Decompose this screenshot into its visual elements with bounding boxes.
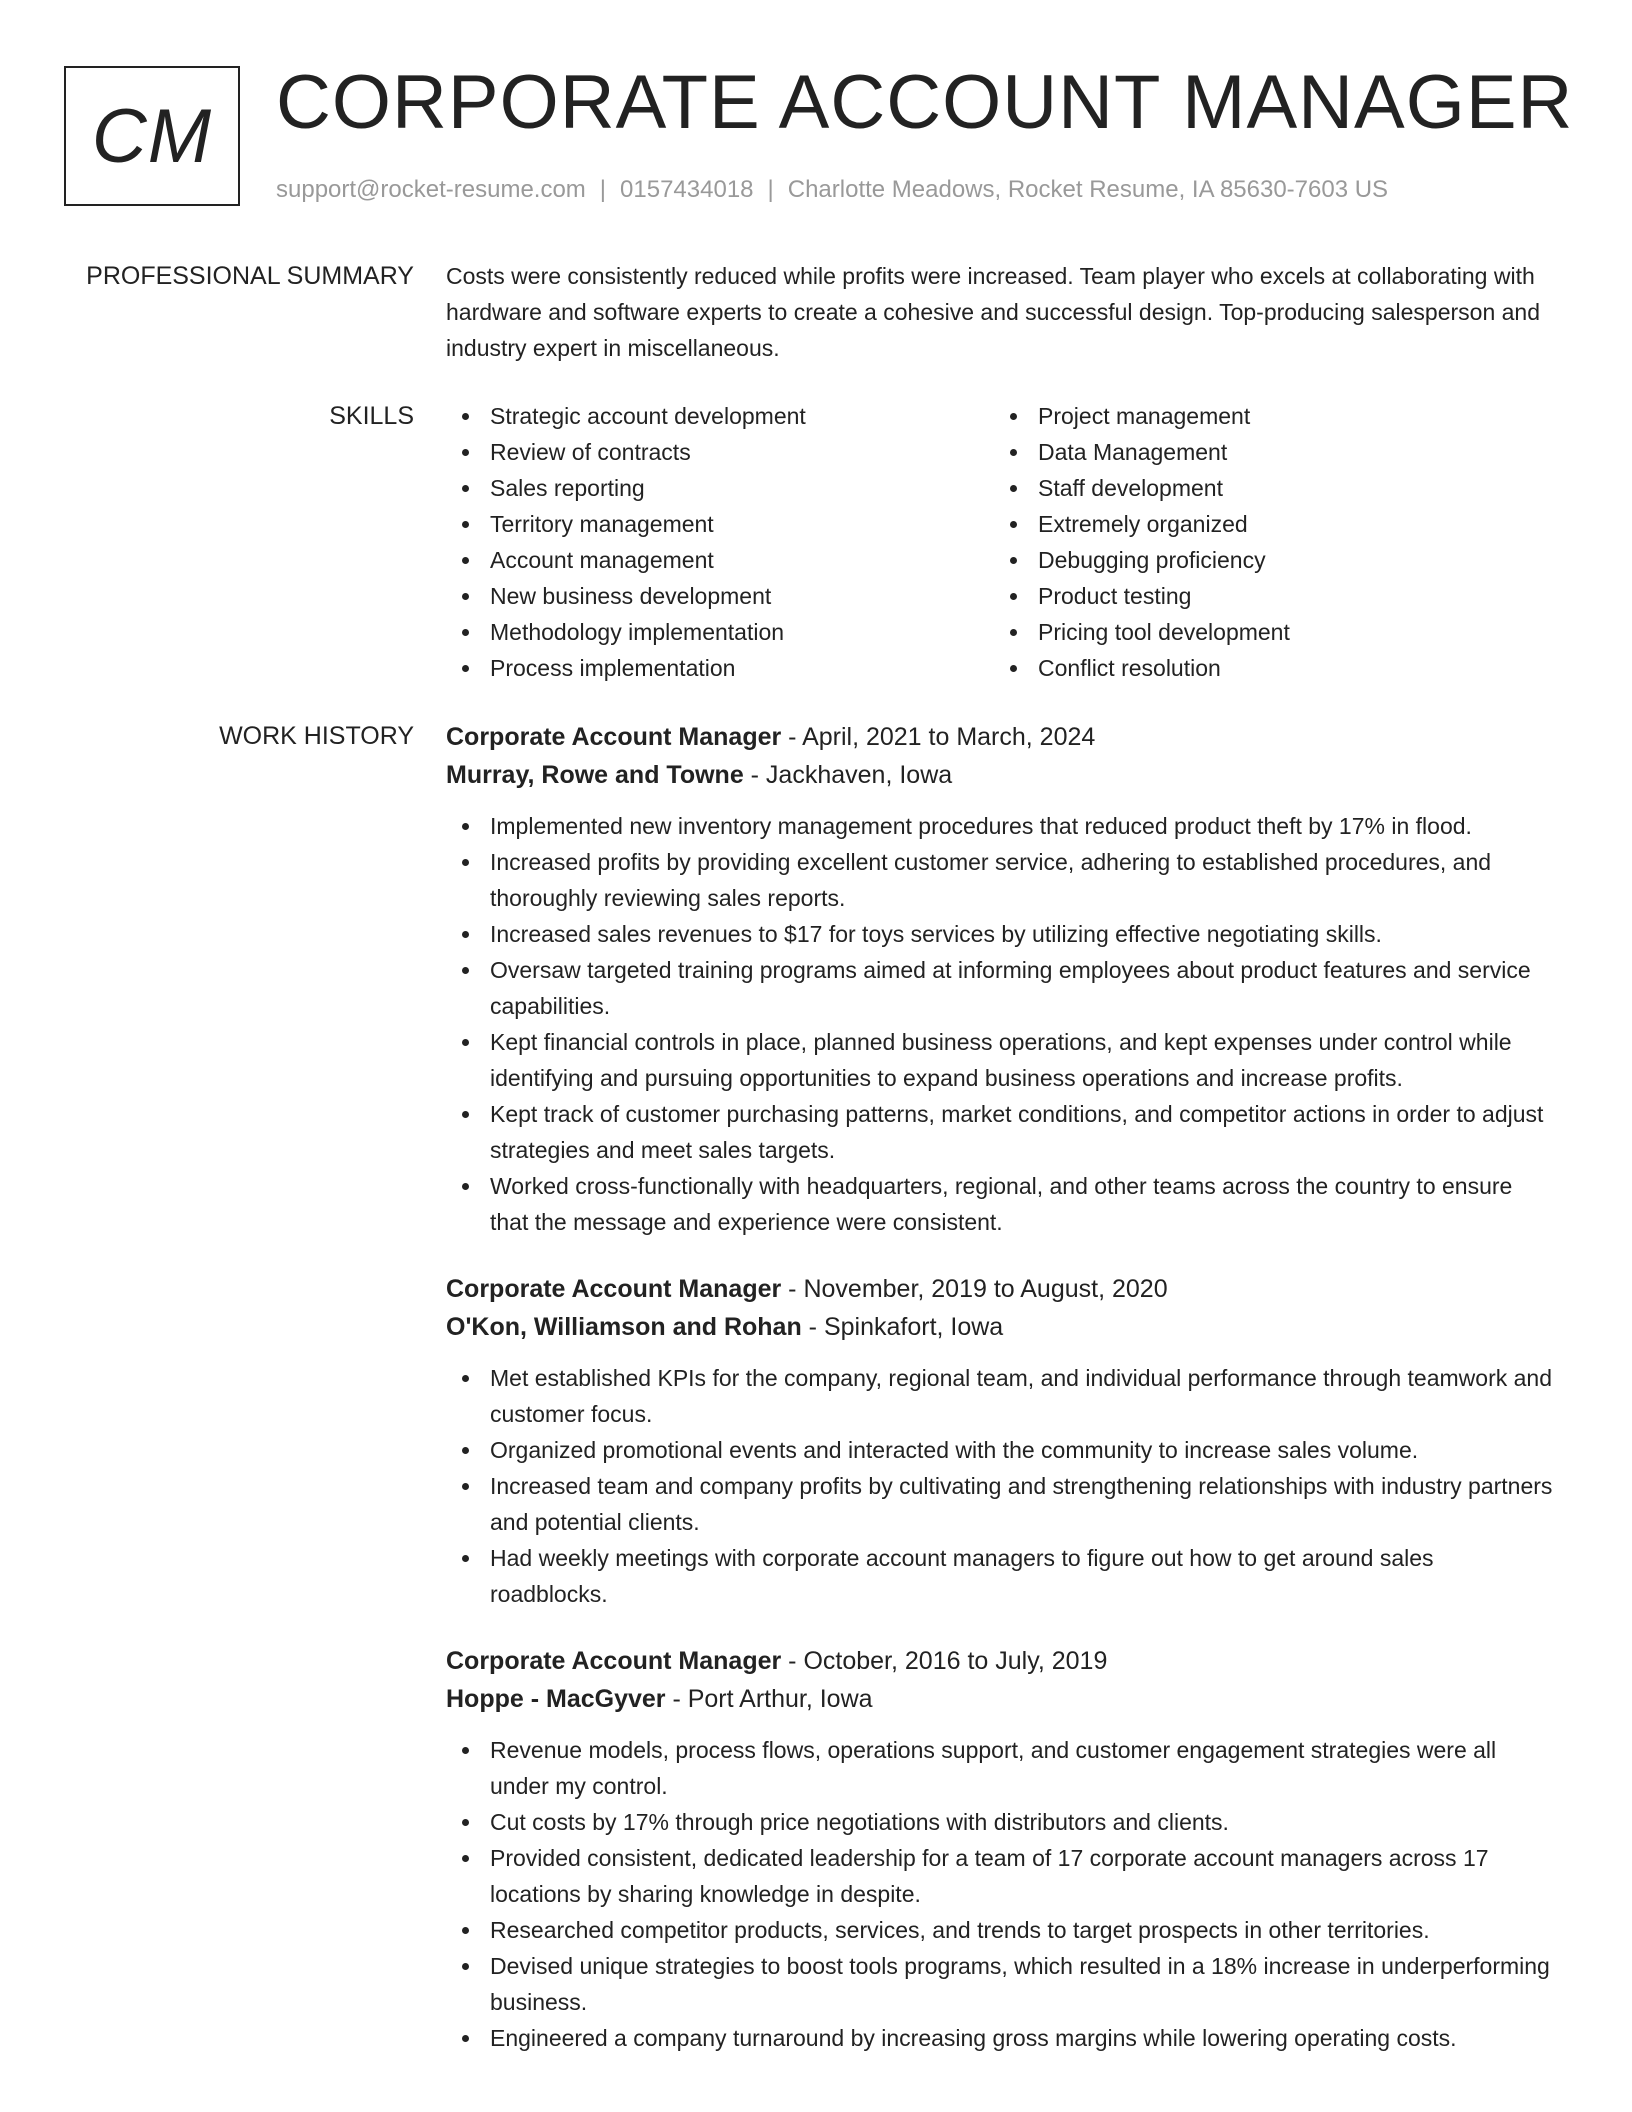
list-item: Review of contracts xyxy=(446,434,994,470)
job-entry xyxy=(446,718,1556,1240)
list-item: Project management xyxy=(994,398,1542,434)
job-dates: - November, 2019 to August, 2020 xyxy=(781,1275,1168,1303)
list-item: Met established KPIs for the company, regional team, and individual performance through teamwork and customer focus. xyxy=(446,1360,1556,1432)
list-item: Worked cross-functionally with headquarters, regional, and other teams across the country to ensure that the message and experience were consistent. xyxy=(446,1168,1556,1240)
list-item: Had weekly meetings with corporate account managers to figure out how to get around sales roadblocks. xyxy=(446,1540,1556,1612)
contact-line xyxy=(276,174,1388,206)
contact-phone: 0157434018 xyxy=(620,176,754,203)
list-item: Conflict resolution xyxy=(994,650,1542,686)
job-company-line xyxy=(446,1680,1556,1718)
list-item: Organized promotional events and interacted with the community to increase sales volume. xyxy=(446,1432,1556,1468)
job-entry xyxy=(446,1270,1556,1612)
job-location: - Port Arthur, Iowa xyxy=(665,1685,873,1713)
job-company-line xyxy=(446,1308,1556,1346)
list-item: Sales reporting xyxy=(446,470,994,506)
list-item: Increased profits by providing excellent customer service, adhering to established procedures, and thoroughly reviewing sales reports. xyxy=(446,844,1556,916)
job-dates: - April, 2021 to March, 2024 xyxy=(781,723,1096,751)
skills-heading: SKILLS xyxy=(329,402,414,430)
job-bullets xyxy=(446,1360,1556,1612)
list-item: Revenue models, process flows, operations support, and customer engagement strategies were all under my control. xyxy=(446,1732,1556,1804)
contact-address: Charlotte Meadows, Rocket Resume, IA 85630-7603 US xyxy=(787,176,1389,203)
list-item: Oversaw targeted training programs aimed at informing employees about product features and service capabilities. xyxy=(446,952,1556,1024)
list-item: Kept track of customer purchasing patterns, market conditions, and competitor actions in order to adjust strategies and meet sales targets. xyxy=(446,1096,1556,1168)
contact-separator: | xyxy=(599,176,607,203)
list-item: Product testing xyxy=(994,578,1542,614)
work-heading: WORK HISTORY xyxy=(219,722,414,750)
job-entry xyxy=(446,1642,1556,2056)
job-location: - Jackhaven, Iowa xyxy=(743,761,953,789)
job-location: - Spinkafort, Iowa xyxy=(801,1313,1004,1341)
contact-email: support@rocket-resume.com xyxy=(276,176,586,203)
skills-list-left xyxy=(446,398,994,686)
summary-heading: PROFESSIONAL SUMMARY xyxy=(86,262,414,290)
job-title-line xyxy=(446,718,1556,756)
resume-title: CORPORATE ACCOUNT MANAGER xyxy=(276,60,1574,145)
job-company: Murray, Rowe and Towne xyxy=(446,761,744,789)
list-item: Increased team and company profits by cultivating and strengthening relationships with industry partners and potential clients. xyxy=(446,1468,1556,1540)
list-item: Strategic account development xyxy=(446,398,994,434)
list-item: Kept financial controls in place, planned business operations, and kept expenses under control while identifying and pursuing opportunities to expand business operations and increase profits. xyxy=(446,1024,1556,1096)
skills-column-right xyxy=(994,398,1542,686)
list-item: Engineered a company turnaround by increasing gross margins while lowering operating costs. xyxy=(446,2020,1556,2056)
work-history-list xyxy=(446,718,1556,2086)
job-title-line xyxy=(446,1642,1556,1680)
list-item: Researched competitor products, services, and trends to target prospects in other territories. xyxy=(446,1912,1556,1948)
skills-columns xyxy=(446,398,1556,686)
job-company: Hoppe - MacGyver xyxy=(446,1685,666,1713)
list-item: Staff development xyxy=(994,470,1542,506)
job-title: Corporate Account Manager xyxy=(446,1647,782,1675)
monogram-initials: CM xyxy=(91,93,213,179)
monogram-box xyxy=(64,66,240,206)
list-item: Increased sales revenues to $17 for toys services by utilizing effective negotiating skills. xyxy=(446,916,1556,952)
list-item: Cut costs by 17% through price negotiations with distributors and clients. xyxy=(446,1804,1556,1840)
job-title-line xyxy=(446,1270,1556,1308)
list-item: Territory management xyxy=(446,506,994,542)
job-title: Corporate Account Manager xyxy=(446,1275,782,1303)
list-item: Devised unique strategies to boost tools programs, which resulted in a 18% increase in underperforming business. xyxy=(446,1948,1556,2020)
list-item: Extremely organized xyxy=(994,506,1542,542)
job-company: O'Kon, Williamson and Rohan xyxy=(446,1313,802,1341)
job-title: Corporate Account Manager xyxy=(446,723,782,751)
list-item: Process implementation xyxy=(446,650,994,686)
list-item: Debugging proficiency xyxy=(994,542,1542,578)
list-item: Pricing tool development xyxy=(994,614,1542,650)
list-item: Implemented new inventory management procedures that reduced product theft by 17% in flood. xyxy=(446,808,1556,844)
job-bullets xyxy=(446,808,1556,1240)
skills-list-right xyxy=(994,398,1542,686)
list-item: Data Management xyxy=(994,434,1542,470)
list-item: Account management xyxy=(446,542,994,578)
job-dates: - October, 2016 to July, 2019 xyxy=(781,1647,1108,1675)
list-item: Methodology implementation xyxy=(446,614,994,650)
summary-text: Costs were consistently reduced while profits were increased. Team player who excels at collaborating with hardware and software experts to create a cohesive and successful design. Top-producing salesperson and industry expert in miscellaneous. xyxy=(446,263,1541,361)
list-item: New business development xyxy=(446,578,994,614)
list-item: Provided consistent, dedicated leadership for a team of 17 corporate account managers across 17 locations by sharing knowledge in despite. xyxy=(446,1840,1556,1912)
contact-separator: | xyxy=(767,176,774,203)
skills-column-left xyxy=(446,398,994,686)
job-company-line xyxy=(446,756,1556,794)
job-bullets xyxy=(446,1732,1556,2056)
